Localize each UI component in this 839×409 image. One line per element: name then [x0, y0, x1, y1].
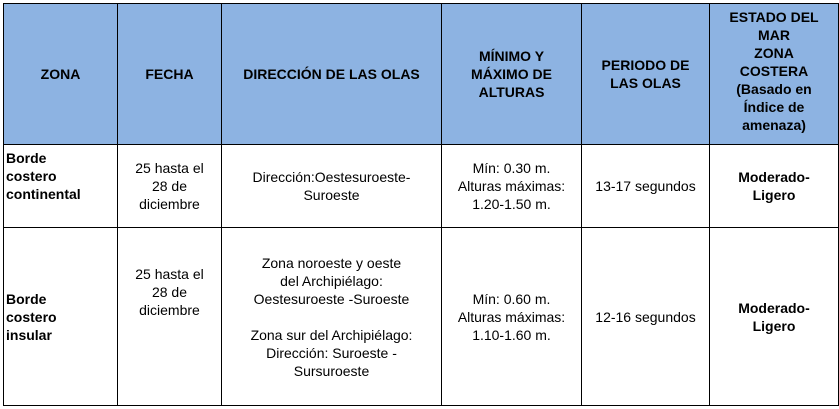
- cell-estado-line: Moderado-: [738, 169, 810, 185]
- header-periodo: [582, 4, 710, 145]
- cell-alturas-line: Alturas máximas:: [457, 308, 566, 325]
- cell-zona-line: insular: [6, 326, 52, 343]
- cell-alturas-line: Mín: 0.60 m.: [472, 290, 551, 307]
- cell-fecha-line: 28 de: [151, 284, 188, 300]
- header-estado-line: amenaza): [742, 117, 806, 133]
- header-periodo-line: LAS OLAS: [610, 75, 681, 91]
- cell-alturas-line: Mín: 0.30 m.: [472, 160, 551, 176]
- header-periodo-line: PERIODO DE: [601, 57, 690, 73]
- cell-estado: [710, 145, 839, 228]
- header-alturas-line: MÁXIMO DE: [471, 66, 552, 82]
- cell-fecha-line: 28 de: [151, 178, 188, 194]
- table-header-row: [4, 4, 839, 145]
- cell-zona-line: Borde: [6, 290, 47, 307]
- header-alturas: [442, 4, 582, 145]
- cell-estado-line: Moderado-: [738, 299, 810, 316]
- cell-direccion-line: Zona noroeste y oeste: [261, 254, 402, 271]
- cell-alturas-line: 1.20-1.50 m.: [472, 196, 551, 212]
- header-zona: ZONA: [4, 4, 118, 145]
- cell-fecha-line: 25 hasta el: [135, 266, 204, 282]
- cell-fecha: [118, 145, 222, 228]
- header-direccion: DIRECCIÓN DE LAS OLAS: [222, 4, 442, 145]
- header-alturas-line: MÍNIMO Y: [478, 48, 545, 64]
- cell-periodo: 13-17 segundos: [582, 145, 710, 228]
- paragraph-gap: [224, 308, 439, 326]
- header-estado-line: (Basado en: [736, 81, 812, 97]
- cell-zona-line: costero: [6, 168, 57, 184]
- cell-alturas-line: Alturas máximas:: [457, 178, 566, 194]
- cell-direccion-line: Oestesuroeste -Suroeste: [253, 290, 410, 307]
- cell-zona: [4, 145, 118, 228]
- cell-fecha-line: diciembre: [139, 196, 200, 212]
- cell-estado: [710, 228, 839, 406]
- cell-direccion-line: del Archipiélago:: [280, 272, 383, 289]
- table-row: [4, 228, 839, 406]
- header-estado-line: COSTERA: [739, 63, 809, 79]
- cell-alturas: [442, 145, 582, 228]
- header-estado-line: MAR: [758, 27, 790, 43]
- cell-zona-line: continental: [6, 186, 81, 202]
- cell-direccion: [222, 145, 442, 228]
- cell-alturas-line: 1.10-1.60 m.: [472, 326, 551, 343]
- table-wrapper: [3, 3, 839, 406]
- cell-zona: [4, 228, 118, 406]
- header-alturas-line: ALTURAS: [478, 84, 545, 100]
- cell-direccion-line: Dirección: Suroeste -: [266, 344, 397, 361]
- table-row: [4, 145, 839, 228]
- header-estado-line: ESTADO DEL: [729, 9, 819, 25]
- cell-direccion: [222, 228, 442, 406]
- header-estado-line: Índice de: [743, 99, 805, 115]
- cell-direccion-line: Suroeste: [303, 187, 360, 203]
- cell-alturas: [442, 228, 582, 406]
- cell-estado-line: Ligero: [752, 187, 796, 203]
- cell-zona-line: costero: [6, 308, 57, 325]
- cell-direccion-line: Zona sur del Archipiélago:: [250, 326, 413, 343]
- header-estado: [710, 4, 839, 145]
- cell-zona-line: Borde: [6, 150, 47, 166]
- cell-direccion-line: Sursuroeste: [293, 362, 370, 379]
- header-fecha: FECHA: [118, 4, 222, 145]
- cell-estado-line: Ligero: [752, 317, 796, 334]
- sea-state-table: [3, 3, 839, 406]
- cell-fecha-line: 25 hasta el: [135, 160, 204, 176]
- cell-direccion-line: Dirección:Oestesuroeste-: [252, 169, 411, 185]
- cell-fecha-line: diciembre: [139, 302, 200, 318]
- cell-periodo: 12-16 segundos: [582, 228, 710, 406]
- cell-fecha: [118, 228, 222, 406]
- header-estado-line: ZONA: [754, 45, 794, 61]
